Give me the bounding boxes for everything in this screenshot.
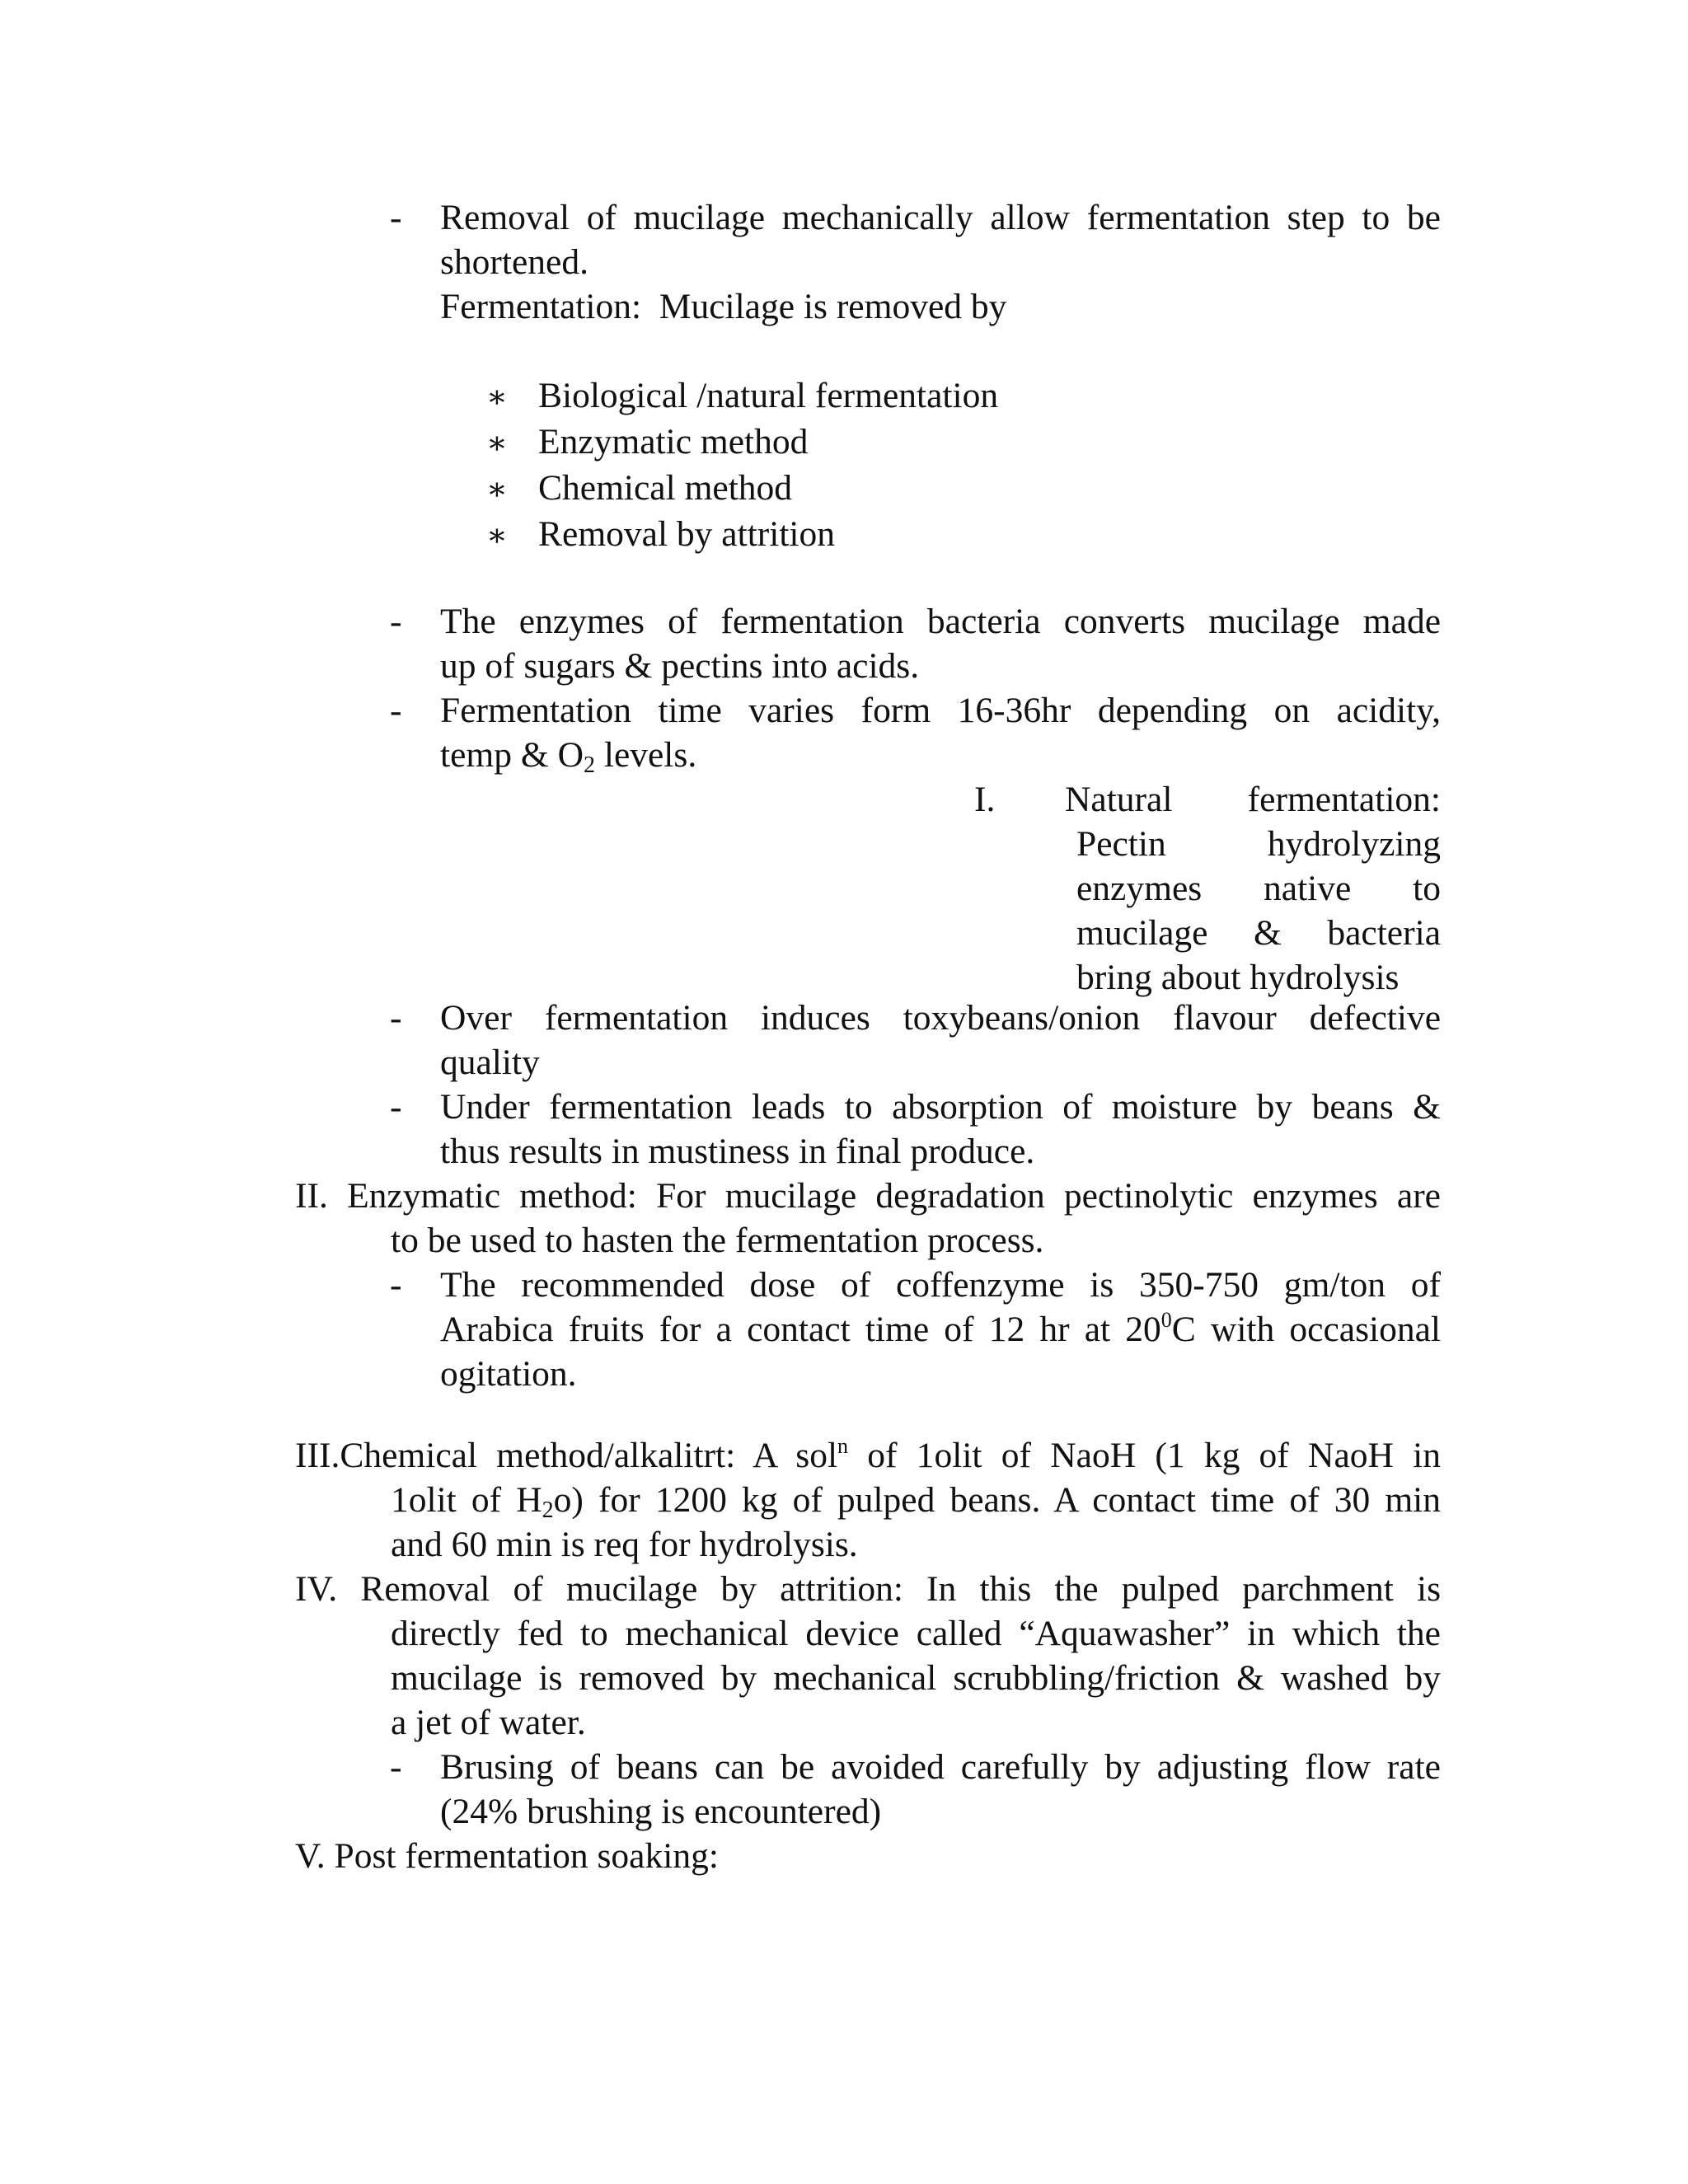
list-dash: - bbox=[390, 998, 402, 1038]
paragraph-line: Fermentation time varies form 16-36hr depending on acidity, bbox=[440, 691, 1441, 730]
paragraph-line: directly fed to mechanical device called “Aquawasher” in which the bbox=[391, 1614, 1441, 1653]
paragraph-line: Over fermentation induces toxybeans/onion flavour defective bbox=[440, 998, 1441, 1038]
paragraph-line: The recommended dose of coffenzyme is 350-750 gm/ton of bbox=[440, 1265, 1441, 1305]
paragraph-line: Brusing of beans can be avoided carefully by adjusting flow rate bbox=[440, 1747, 1441, 1787]
roman-numeral: I. bbox=[974, 780, 996, 819]
list-item: Enzymatic method bbox=[538, 422, 809, 462]
section-heading: IV. Removal of mucilage by attrition: In this the pulped parchment is bbox=[295, 1569, 1441, 1609]
section-heading: III.Chemical method/alkalitrt: A sol$^n$ of 1olit of NaoH (1 kg of NaoH in bbox=[295, 1434, 1441, 1475]
paragraph-line: Under fermentation leads to absorption of moisture by beans & bbox=[440, 1087, 1441, 1127]
paragraph-line: ogitation. bbox=[440, 1354, 577, 1394]
section-heading: V. Post fermentation soaking: bbox=[295, 1836, 719, 1876]
paragraph-line: mucilage is removed by mechanical scrubbling/friction & washed by bbox=[391, 1658, 1441, 1698]
list-dash: - bbox=[390, 1087, 402, 1127]
paragraph-line: bring about hydrolysis bbox=[1076, 958, 1400, 997]
asterisk-bullet-icon: ∗ bbox=[486, 426, 508, 461]
paragraph-line: Pectin hydrolyzing bbox=[1076, 824, 1441, 864]
section-heading: II. Enzymatic method: For mucilage degradation pectinolytic enzymes are bbox=[295, 1176, 1441, 1216]
paragraph-line: up of sugars & pectins into acids. bbox=[440, 646, 920, 686]
list-item: Removal by attrition bbox=[538, 514, 836, 554]
paragraph-line: to be used to hasten the fermentation process. bbox=[391, 1221, 1044, 1260]
paragraph-line: quality bbox=[440, 1043, 540, 1082]
paragraph-line: Fermentation: Mucilage is removed by bbox=[440, 287, 1007, 326]
paragraph-line: thus results in mustiness in final produce. bbox=[440, 1132, 1035, 1171]
asterisk-bullet-icon: ∗ bbox=[486, 472, 508, 507]
list-item: Chemical method bbox=[538, 468, 793, 508]
asterisk-bullet-icon: ∗ bbox=[486, 518, 508, 553]
list-item: Biological /natural fermentation bbox=[538, 376, 999, 415]
list-dash: - bbox=[390, 602, 402, 641]
paragraph-line: 1olit of $H_2o$) for 1200 kg of pulped beans. A contact time of 30 min bbox=[391, 1480, 1441, 1523]
list-dash: - bbox=[390, 691, 402, 730]
paragraph-line: and 60 min is req for hydrolysis. bbox=[391, 1525, 858, 1564]
paragraph-line: temp & $O_2$ levels. bbox=[440, 735, 697, 778]
list-dash: - bbox=[390, 198, 402, 237]
paragraph-line: shortened. bbox=[440, 242, 588, 282]
paragraph-line: (24% brushing is encountered) bbox=[440, 1792, 882, 1831]
list-dash: - bbox=[390, 1265, 402, 1305]
paragraph-line: a jet of water. bbox=[391, 1703, 586, 1742]
paragraph-line: Removal of mucilage mechanically allow fermentation step to be bbox=[440, 198, 1441, 237]
asterisk-bullet-icon: ∗ bbox=[486, 380, 508, 415]
list-dash: - bbox=[390, 1747, 402, 1787]
paragraph-line: Arabica fruits for a contact time of 12 hr at $20^0C$ with occasional bbox=[440, 1308, 1441, 1349]
paragraph-line: enzymes native to bbox=[1076, 869, 1441, 908]
paragraph-line: The enzymes of fermentation bacteria converts mucilage made bbox=[440, 602, 1441, 641]
paragraph-line: mucilage & bacteria bbox=[1076, 913, 1441, 953]
paragraph-line: Natural fermentation: bbox=[1065, 780, 1441, 819]
